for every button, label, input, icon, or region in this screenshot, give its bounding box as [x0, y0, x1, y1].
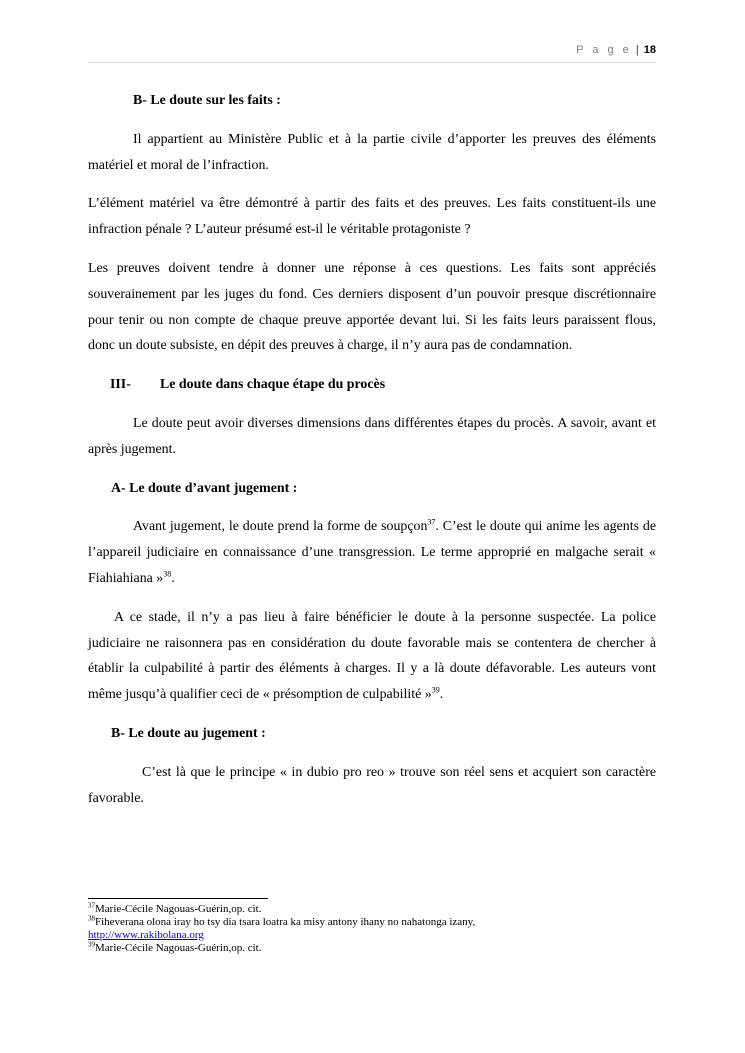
page-number: 18: [643, 44, 656, 56]
paragraph: Les preuves doivent tendre à donner une réponse à ces questions. Les faits sont appréciés souverainement par les juges du fond. Ces derniers disposent d’un pouvoir presque discrétionnaire pour tenir ou non compte de chaque preuve apportée devant lui. Si les faits leurs paraissent flous, donc un doute subsiste, en dépit des preuves à charge, il n’y aura pas de condamnation.: [88, 260, 656, 354]
page-body: [88, 88, 656, 824]
footnote-number: 39: [88, 940, 95, 949]
footnote-number: 38: [88, 914, 95, 923]
header-separator: |: [635, 44, 639, 56]
text-segment: . C’est le doute qui anime les agents de l’appareil judiciaire en connaissance d’une transgression. Le terme approprié en malgache serait « Fiahiahiana »: [88, 519, 656, 586]
paragraph: Le doute peut avoir diverses dimensions dans différentes étapes du procès. A savoir, avant et après jugement.: [88, 415, 656, 457]
section-iii-heading: [88, 372, 656, 398]
section-title: Le doute dans chaque étape du procès: [160, 377, 386, 393]
footnote-link[interactable]: http://www.rakibolana.org: [88, 929, 204, 941]
footnote: [88, 916, 656, 929]
section-a-heading: A- Le doute d’avant jugement :: [111, 480, 298, 496]
footnote-link-line: [88, 929, 656, 942]
page-label: P a g e: [576, 44, 632, 56]
footnote-ref[interactable]: 39: [431, 685, 440, 695]
footnote-number: 37: [88, 901, 95, 910]
footnote-text: Fiheverana olona iray ho tsy dia tsara loatra ka misy antony ihany no nahatonga izany,: [95, 916, 476, 928]
paragraph: L’élément matériel va être démontré à partir des faits et des preuves. Les faits constituent-ils une infraction pénale ? L’auteur présumé est-il le véritable protagoniste ?: [88, 196, 656, 238]
footnotes: [88, 903, 656, 955]
footnote-text: Marie-Cécile Nagouas-Guérin,op. cit.: [95, 903, 262, 915]
text-segment: .: [171, 570, 175, 586]
paragraph: [88, 605, 656, 708]
section-b2-heading: B- Le doute au jugement :: [111, 725, 266, 741]
page-header: [88, 44, 656, 63]
text-segment: Avant jugement, le doute prend la forme de soupçon: [133, 519, 428, 535]
paragraph: [88, 514, 656, 591]
text-segment: .: [439, 687, 444, 703]
paragraph: Il appartient au Ministère Public et à la partie civile d’apporter les preuves des éléments matériel et moral de l’infraction.: [88, 131, 656, 173]
text-segment: A ce stade, il n’y a pas lieu à faire bénéficier le doute à la personne suspectée. La police judiciaire ne raisonnera pas en considération du doute favorable mais se contentera de chercher à établir la culpabilité à partir des éléments à charges. Il y a là doute défavorable. Les auteurs vont même jusqu’à qualifier ceci de « présomption de culpabilité »: [88, 609, 656, 703]
section-number: III-: [110, 377, 131, 393]
footnote-separator: [88, 898, 268, 899]
footnote: [88, 942, 656, 955]
paragraph: C’est là que le principe « in dubio pro reo » trouve son réel sens et acquiert son caractère favorable.: [88, 764, 656, 806]
section-b-heading: B- Le doute sur les faits :: [133, 93, 281, 108]
footnote: [88, 903, 656, 916]
footnote-ref[interactable]: 37: [427, 517, 436, 527]
footnote-ref[interactable]: 38: [163, 569, 172, 579]
footnote-text: Marie-Cécile Nagouas-Guérin,op. cit.: [95, 942, 262, 954]
